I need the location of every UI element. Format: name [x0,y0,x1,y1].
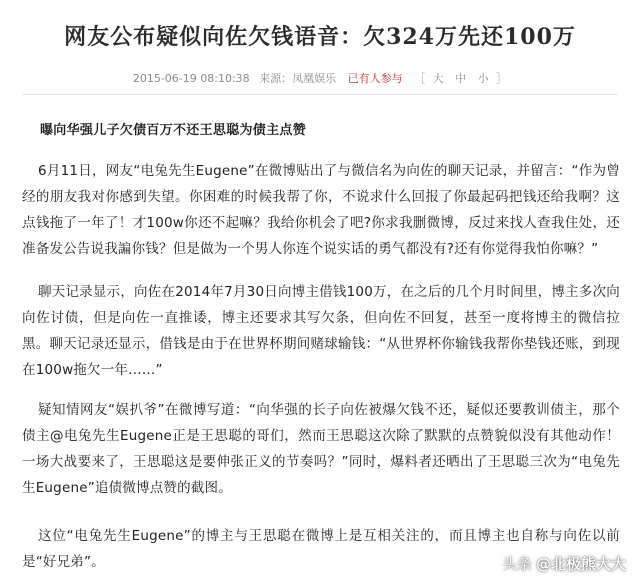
toutiao-watermark [502,551,626,575]
publish-timestamp: 2015-06-19 08:10:38 [132,72,250,85]
font-size-switcher [414,72,507,85]
header-divider [22,94,618,95]
font-size-small-button[interactable]: 小 [477,72,489,85]
participants-link[interactable]: 已有人参与 [347,72,403,85]
font-size-bracket-open: ［ [414,72,426,85]
source-link[interactable]: 来源：凤凰娱乐 [259,72,337,85]
font-size-bracket-close: ］ [496,72,508,85]
font-size-medium-button[interactable]: 中 [455,72,467,85]
article-paragraph: 聊天记录显示，向佐在2014年7月30日向博主借钱100万，在之后的几个月时间里，博主多次向向佐讨债，但是向佐一直推诿，博主还要求其写欠条，但向佐不回复，甚至一度将博主的微信拉黑。聊天记录还显示，借钱是由于在世界杯期间赌球输钱：“从世界杯你输钱我帮你垫钱还账，到现在100w拖欠一年……” [22,284,620,378]
article-paragraph: 6月11日，网友“电兔先生Eugene”在微博贴出了与微信名为向佐的聊天记录，并留言：“作为曾经的朋友我对你感到失望。你困难的时候我帮了你，不说求什么回报了你最起码把钱还给我啊？这点钱拖了一年了！才100w你还不起嘛？我给你机会了吧?你求我删微博，反过来找人查我住处，还准备发公告说我諞你钱？但是做为一个男人你连个说实话的勇气都没有?还有你觉得我怕你嘛？” [22,163,620,257]
watermark-platform: 头条 [501,554,532,573]
article-paragraph: 这位“电兔先生Eugene”的博主与王思聪在微博上是互相关注的，而且博主也自称与向佐以前是“好兄弟”。 [22,528,620,570]
font-size-large-button[interactable]: 大 [432,72,444,85]
article-meta [0,70,640,86]
article-title: 网友公布疑似向佐欠钱语音：欠324万先还100万 [64,24,576,50]
watermark-account: @北极熊大大 [535,554,626,573]
article-subheading: 曝向华强儿子欠债百万不还王思聪为债主点赞 [40,123,307,138]
article-paragraph: 疑知情网友“娱扒爷”在微博写道：“向华强的长子向佐被爆欠钱不还，疑似还要教训债主，那个债主@电兔先生Eugene正是王思聪的哥们，然而王思聪这次除了默默的点赞貌似没有其他动作！一场大战要来了，王思聪这是要伸张正义的节奏吗？”同时，爆料者还晒出了王思聪三次为“电兔先生Eugene”追债微博点赞的截图。 [22,402,620,496]
